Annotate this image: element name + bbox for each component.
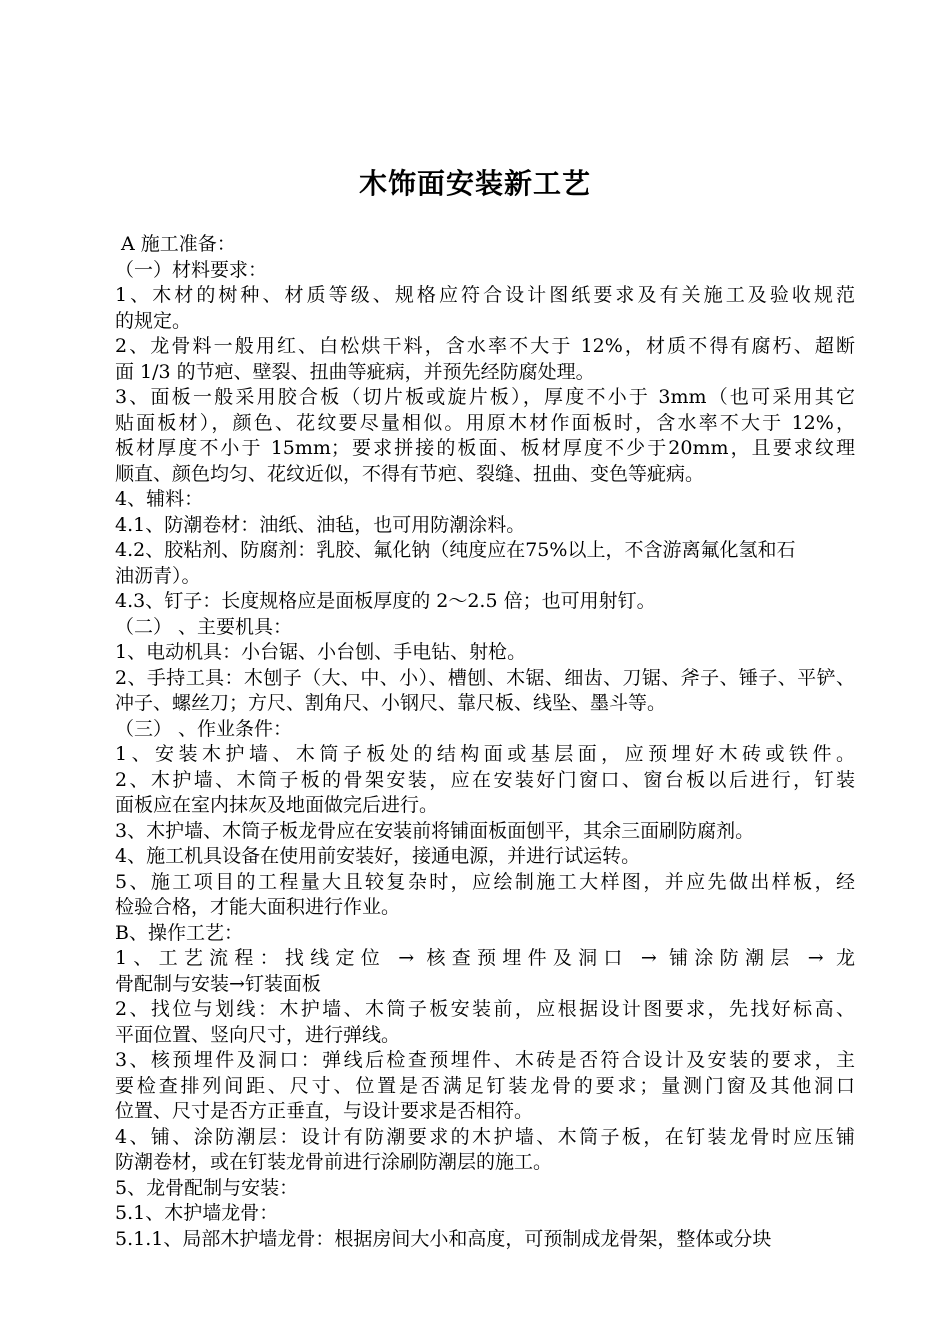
text-line: 2、手持工具：木刨子（大、中、小）、槽刨、木锯、细齿、刀锯、斧子、锤子、平铲、 (115, 666, 855, 689)
text-line: 3、核预埋件及洞口：弹线后检查预埋件、木砖是否符合设计及安装的要求，主 (115, 1049, 855, 1071)
text-line: 油沥青）。 (115, 564, 201, 587)
text-line: 1、电动机具：小台锯、小台刨、手电钻、射枪。 (115, 641, 527, 663)
text-line: 4、铺、涂防潮层：设计有防潮要求的木护墙、木筒子板，在钉装龙骨时应压铺 (115, 1125, 855, 1148)
text-line: 3、面板一般采用胶合板（切片板或旋片板），厚度不小于 3mm（也可采用其它 (115, 386, 855, 408)
text-line: 4.3、钉子：长度规格应是面板厚度的 2～2.5 倍；也可用射钉。 (115, 590, 656, 612)
text-line: 4、辅料： (115, 488, 204, 510)
text-line: 面 1/3 的节疤、壁裂、扭曲等疵病，并预先经防腐处理。 (115, 360, 595, 383)
text-line: 1、木材的树种、材质等级、规格应符合设计图纸要求及有关施工及验收规范 (115, 284, 855, 306)
text-line: 骨配制与安装→钉装面板 (115, 972, 321, 995)
text-line: 1、安装木护墙、木筒子板处的结构面或基层面，应预埋好木砖或铁件。 (115, 743, 855, 765)
text-line: 5、龙骨配制与安装： (115, 1176, 299, 1199)
text-line: B、操作工艺： (115, 921, 243, 944)
text-line: 要检查排列间距、尺寸、位置是否满足钉装龙骨的要求；量测门窗及其他洞口 (115, 1074, 855, 1097)
text-line: 顺直、颜色均匀、花纹近似，不得有节疤、裂缝、扭曲、变色等疵病。 (115, 462, 705, 485)
text-line: 2、木护墙、木筒子板的骨架安装，应在安装好门窗口、窗台板以后进行，钉装 (115, 768, 855, 791)
text-line: 2、找位与划线：木护墙、木筒子板安装前，应根据设计图要求，先找好标高、 (115, 998, 855, 1020)
text-line: 平面位置、竖向尺寸，进行弹线。 (115, 1023, 401, 1046)
text-line: 位置、尺寸是否方正垂直，与设计要求是否相符。 (115, 1100, 534, 1122)
text-line: （二） 、主要机具： (115, 615, 293, 638)
document-body (115, 232, 855, 1252)
text-line: 检验合格，才能大面积进行作业。 (115, 896, 401, 918)
text-line: 面板应在室内抹灰及地面做完后进行。 (115, 794, 439, 816)
text-line: 5.1.1、局部木护墙龙骨：根据房间大小和高度，可预制成龙骨架，整体或分块 (115, 1227, 772, 1250)
document-title: 木饰面安装新工艺 (358, 167, 591, 200)
text-line: A 施工准备： (115, 233, 236, 255)
text-line: 冲子、螺丝刀；方尺、割角尺、小钢尺、靠尺板、线坠、墨斗等。 (115, 692, 667, 714)
text-line: （三） 、作业条件： (115, 717, 293, 740)
text-line: 2、龙骨料一般用红、白松烘干料，含水率不大于 12%，材质不得有腐朽、超断 (115, 335, 855, 357)
text-line: 4、施工机具设备在使用前安装好，接通电源，并进行试运转。 (115, 845, 641, 867)
text-line: 1、工艺流程：找线定位 → 核查预埋件及洞口 → 铺涂防潮层 → 龙 (115, 947, 855, 969)
text-line: 5.1、木护墙龙骨： (115, 1202, 279, 1224)
text-line: 4.2、胶粘剂、防腐剂：乳胶、氟化钠（纯度应在75%以上，不含游离氟化氢和石 (115, 539, 796, 561)
text-line: 4.1、防潮卷材：油纸、油毡，也可用防潮涂料。 (115, 513, 526, 536)
text-line: （一）材料要求： (115, 258, 268, 281)
text-line: 的规定。 (115, 309, 192, 332)
text-line: 防潮卷材，或在钉装龙骨前进行涂刷防潮层的施工。 (115, 1151, 553, 1173)
text-line: 板材厚度不小于 15mm；要求拼接的板面、板材厚度不少于20mm，且要求纹理 (115, 437, 855, 459)
text-line: 3、木护墙、木筒子板龙骨应在安装前将铺面板面刨平，其余三面刷防腐剂。 (115, 819, 755, 842)
text-line: 5、施工项目的工程量大且较复杂时，应绘制施工大样图，并应先做出样板，经 (115, 870, 855, 893)
text-line: 贴面板材），颜色、花纹要尽量相似。用原木材作面板时，含水率不大于 12%， (115, 411, 855, 434)
